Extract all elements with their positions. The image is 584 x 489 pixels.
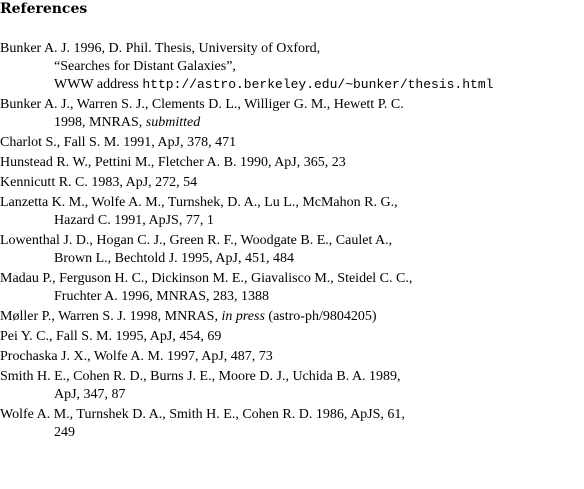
- reference-first-line: [0, 406, 584, 424]
- reference-entry: [0, 406, 584, 442]
- reference-continuation-line: [0, 424, 584, 442]
- reference-first-line: [0, 194, 584, 212]
- reference-text: Smith H. E., Cohen R. D., Burns J. E., Moore D. J., Uchida B. A. 1989,: [0, 369, 401, 384]
- reference-text: Brown L., Bechtold J. 1995, ApJ, 451, 484: [54, 251, 294, 266]
- reference-first-line: [0, 368, 584, 386]
- reference-entry: [0, 134, 584, 152]
- reference-text: Madau P., Ferguson H. C., Dickinson M. E., Giavalisco M., Steidel C. C.,: [0, 271, 413, 286]
- reference-text: Prochaska J. X., Wolfe A. M. 1997, ApJ, 487, 73: [0, 349, 273, 364]
- reference-first-line: [0, 232, 584, 250]
- reference-text: Hunstead R. W., Pettini M., Fletcher A. B. 1990, ApJ, 365, 23: [0, 155, 346, 170]
- reference-continuation-line: [0, 386, 584, 404]
- reference-continuation-line: [0, 288, 584, 306]
- reference-text: Bunker A. J. 1996, D. Phil. Thesis, University of Oxford,: [0, 41, 321, 56]
- reference-entry: [0, 40, 584, 94]
- reference-entry: [0, 348, 584, 366]
- reference-continuation-line: [0, 76, 584, 94]
- reference-text: Kennicutt R. C. 1983, ApJ, 272, 54: [0, 175, 198, 190]
- reference-text: Hazard C. 1991, ApJS, 77, 1: [54, 213, 214, 228]
- reference-first-line: [0, 308, 584, 326]
- reference-text: Lanzetta K. M., Wolfe A. M., Turnshek, D. A., Lu L., McMahon R. G.,: [0, 195, 398, 210]
- reference-entry: [0, 308, 584, 326]
- reference-continuation-line: [0, 212, 584, 230]
- reference-entry: [0, 194, 584, 230]
- reference-continuation-line: [0, 250, 584, 268]
- reference-text: WWW address: [54, 77, 143, 92]
- reference-first-line: [0, 40, 584, 58]
- reference-text: Lowenthal J. D., Hogan C. J., Green R. F., Woodgate B. E., Caulet A.,: [0, 233, 393, 248]
- reference-text: (astro-ph/9804205): [264, 309, 377, 324]
- reference-first-line: [0, 270, 584, 288]
- reference-status: in press: [221, 309, 265, 324]
- reference-text: Charlot S., Fall S. M. 1991, ApJ, 378, 471: [0, 135, 237, 150]
- reference-continuation-line: [0, 114, 584, 132]
- reference-text: Fruchter A. 1996, MNRAS, 283, 1388: [54, 289, 270, 304]
- reference-first-line: [0, 174, 584, 192]
- reference-first-line: [0, 154, 584, 172]
- reference-entry: [0, 96, 584, 132]
- reference-text: Bunker A. J., Warren S. J., Clements D. L., Williger G. M., Hewett P. C.: [0, 97, 404, 112]
- reference-text: Møller P., Warren S. J. 1998, MNRAS,: [0, 309, 222, 324]
- reference-entry: [0, 174, 584, 192]
- reference-entry: [0, 328, 584, 346]
- reference-url: http://astro.berkeley.edu/~bunker/thesis.html: [142, 77, 494, 92]
- reference-status: submitted: [145, 115, 201, 130]
- reference-entry: [0, 270, 584, 306]
- reference-text: 249: [54, 425, 75, 440]
- reference-first-line: [0, 96, 584, 114]
- reference-list: [0, 40, 584, 442]
- reference-first-line: [0, 328, 584, 346]
- reference-first-line: [0, 348, 584, 366]
- reference-entry: [0, 368, 584, 404]
- reference-first-line: [0, 134, 584, 152]
- reference-text: 1998, MNRAS,: [54, 115, 146, 130]
- section-heading: References: [0, 1, 88, 17]
- reference-text: “Searches for Distant Galaxies”,: [54, 59, 236, 74]
- reference-text: ApJ, 347, 87: [54, 387, 126, 402]
- reference-entry: [0, 232, 584, 268]
- reference-text: Wolfe A. M., Turnshek D. A., Smith H. E., Cohen R. D. 1986, ApJS, 61,: [0, 407, 405, 422]
- reference-continuation-line: [0, 58, 584, 76]
- reference-text: Pei Y. C., Fall S. M. 1995, ApJ, 454, 69: [0, 329, 222, 344]
- reference-entry: [0, 154, 584, 172]
